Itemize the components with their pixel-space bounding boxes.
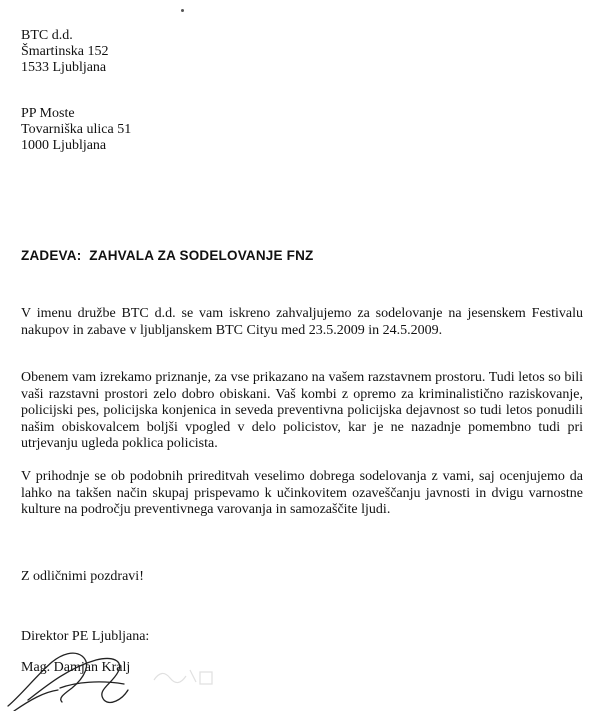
recipient-address — [21, 106, 131, 154]
faint-stamp-mark — [150, 662, 225, 688]
body-paragraph-3: V prihodnje se ob podobnih prireditvah veselimo dobrega sodelovanja z vami, saj ocenjujemo da lahko na takšen način skupaj prispevamo k učinkovitem ozaveščanju javnosti in dvigu varnostne kulture na področju preventivnega varovanja in samozaščite ljudi. — [21, 469, 583, 517]
sender-name: BTC d.d. — [21, 28, 73, 43]
signer-role: Direktor PE Ljubljana: — [21, 629, 150, 644]
body-paragraph-1: V imenu družbe BTC d.d. se vam iskreno zahvaljujemo za sodelovanje na jesenskem Festivalu nakupov in zabave v ljubljanskem BTC Cityu med 23.5.2009 in 24.5.2009. — [21, 306, 583, 338]
body-paragraph-2: Obenem vam izrekamo priznanje, za vse prikazano na vašem razstavnem prostoru. Tudi letos so bili vaši razstavni prostori zelo dobro obiskani. Vaš kombi z opremo za kriminalistično raziskovanje, policijski pes, policijska konjenica in seveda preventivna policijska dejavnost so tudi letos ponudili našim obiskovalcem boljši vpogled v delo policistov, kar je ne nazadnje pomembno tudi pri utrjevanju ugleda poklica policista. — [21, 370, 583, 451]
recipient-street: Tovarniška ulica 51 — [21, 122, 132, 137]
closing-salutation: Z odličnimi pozdravi! — [21, 569, 144, 584]
subject-line: ZADEVA: ZAHVALA ZA SODELOVANJE FNZ — [21, 248, 314, 263]
recipient-name: PP Moste — [21, 106, 75, 121]
scan-speck — [181, 9, 184, 12]
sender-address — [21, 28, 109, 76]
sender-city: 1533 Ljubljana — [21, 60, 107, 75]
signer-name: Mag. Damjan Kralj — [21, 660, 131, 675]
recipient-city: 1000 Ljubljana — [21, 138, 107, 153]
sender-street: Šmartinska 152 — [21, 44, 109, 59]
